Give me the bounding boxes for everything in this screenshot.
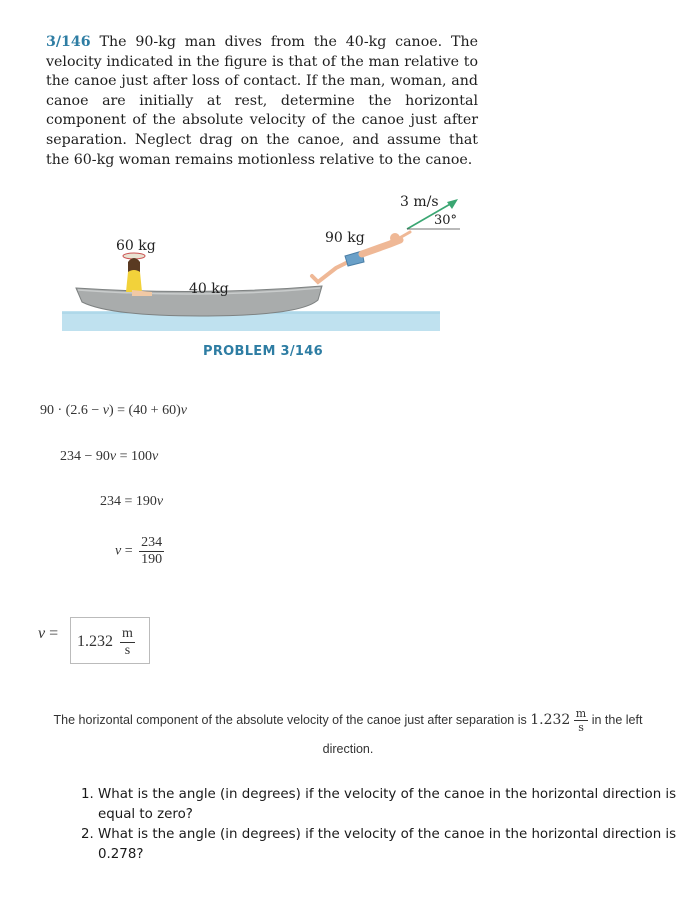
- man-mass-label: 90 kg: [325, 230, 365, 246]
- conclusion-text: The horizontal component of the absolute velocity of the canoe just after separation is 1.232 $\frac{m}{s}$ in the left direction.: [53, 707, 643, 756]
- figure-caption: PROBLEM 3/146: [203, 344, 323, 359]
- solution-step-2: 234 − 90v = 100v: [60, 449, 159, 464]
- answer-box: [70, 617, 150, 664]
- figure-illustration: [0, 0, 696, 340]
- answer-value: 1.232 $\frac{m}{s}$: [77, 626, 133, 658]
- problem-text: The 90-kg man dives from the 40-kg canoe. The velocity indicated in the figure is that of the man relative to the canoe just after loss of contact. If the man, woman, and canoe are initially at rest, determine the horizontal component of the absolute velocity of the canoe just after separation. Neglect drag on the canoe, and assume that the 60-kg woman remains motionless relative to the canoe.: [46, 34, 478, 168]
- question-list: [72, 785, 696, 865]
- question-item: 1. What is the angle (in degrees) if the velocity of the canoe in the horizontal direction is equal to zero?: [98, 785, 696, 824]
- solution-step-4: v = $\frac{234}{190}$: [115, 535, 163, 567]
- velocity-label: 3 m/s: [400, 194, 439, 210]
- canoe-mass-label: 40 kg: [189, 281, 229, 297]
- woman-mass-label: 60 kg: [116, 238, 156, 254]
- solution-step-3: 234 = 190v: [100, 494, 164, 509]
- woman-figure: [123, 253, 152, 296]
- question-item: 2. What is the angle (in degrees) if the velocity of the canoe in the horizontal direction is 0.278?: [98, 825, 696, 864]
- solution-step-1: 90 · (2.6 − v) = (40 + 60)v: [40, 403, 187, 418]
- angle-label: 30°: [434, 213, 458, 228]
- problem-number: 3/146: [46, 34, 91, 50]
- answer-lhs: v =: [38, 625, 59, 642]
